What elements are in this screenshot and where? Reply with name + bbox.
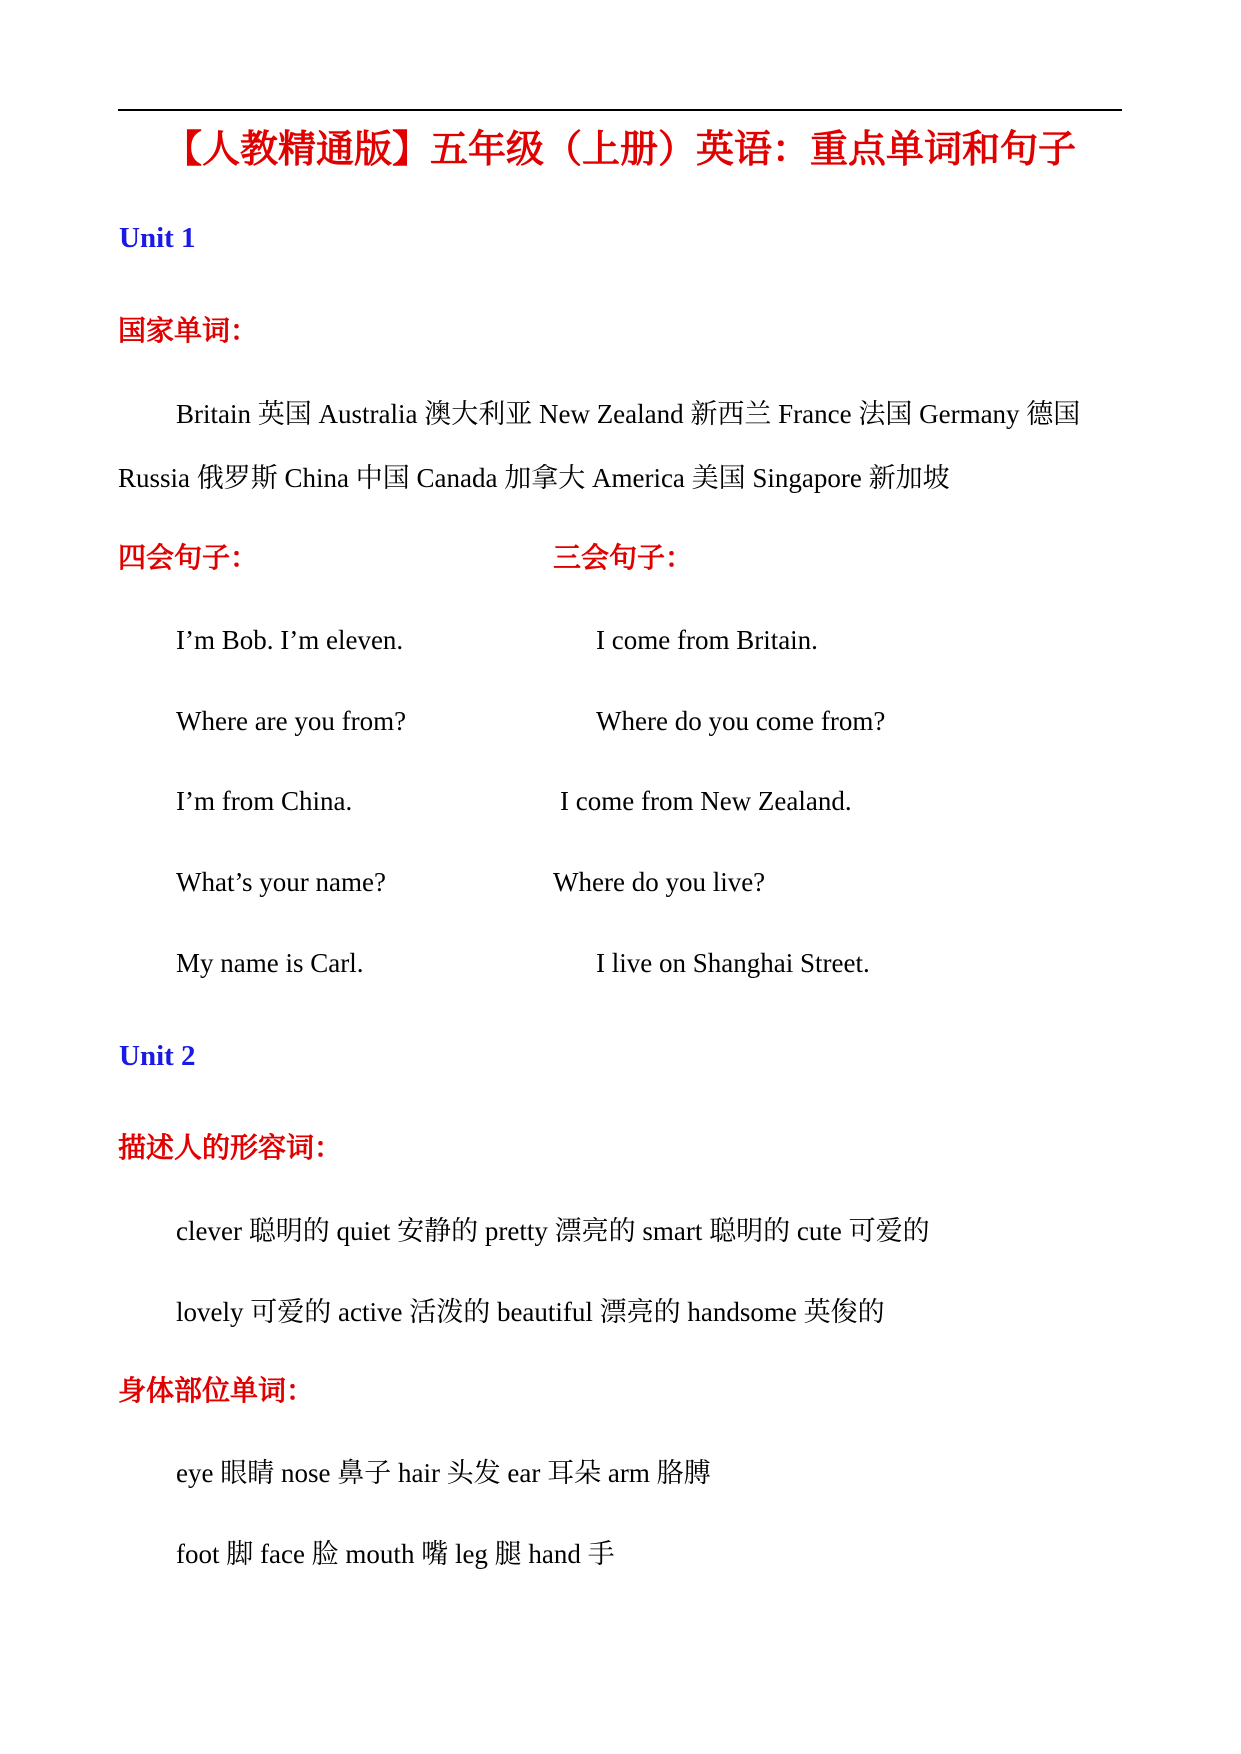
adjectives-heading: 描述人的形容词： — [118, 1133, 343, 1164]
three-skill-sentence-4: Where do you live? — [553, 867, 766, 897]
header-rule — [118, 109, 1122, 111]
unit-1-heading: Unit 1 — [119, 222, 196, 254]
four-skill-heading: 四会句子： — [118, 543, 259, 574]
three-skill-sentence-1: I come from Britain. — [596, 625, 818, 655]
adjectives-line-2: lovely 可爱的 active 活泼的 beautiful 漂亮的 handsome 英俊的 — [176, 1297, 885, 1327]
four-skill-sentence-1: I’m Bob. I’m eleven. — [176, 625, 404, 655]
four-skill-sentence-3: I’m from China. — [176, 786, 353, 816]
three-skill-heading: 三会句子： — [553, 543, 694, 574]
adjectives-line-1: clever 聪明的 quiet 安静的 pretty 漂亮的 smart 聪明的 cute 可爱的 — [176, 1216, 930, 1246]
three-skill-sentence-3: I come from New Zealand. — [560, 786, 852, 816]
countries-line-2: Russia 俄罗斯 China 中国 Canada 加拿大 America 美国 Singapore 新加坡 — [118, 463, 950, 493]
three-skill-sentence-2: Where do you come from? — [596, 706, 886, 736]
unit-2-heading: Unit 2 — [119, 1040, 196, 1072]
countries-heading: 国家单词： — [118, 316, 259, 347]
four-skill-sentence-4: What’s your name? — [176, 867, 386, 897]
document-title: 【人教精通版】五年级（上册）英语：重点单词和句子 — [163, 129, 1076, 171]
four-skill-sentence-2: Where are you from? — [176, 706, 407, 736]
body-parts-line-2: foot 脚 face 脸 mouth 嘴 leg 腿 hand 手 — [176, 1539, 615, 1569]
body-parts-heading: 身体部位单词： — [118, 1376, 315, 1407]
body-parts-line-1: eye 眼睛 nose 鼻子 hair 头发 ear 耳朵 arm 胳膊 — [176, 1458, 711, 1488]
countries-line-1: Britain 英国 Australia 澳大利亚 New Zealand 新西兰 France 法国 Germany 德国 — [176, 399, 1081, 429]
three-skill-sentence-5: I live on Shanghai Street. — [596, 948, 870, 978]
four-skill-sentence-5: My name is Carl. — [176, 948, 364, 978]
